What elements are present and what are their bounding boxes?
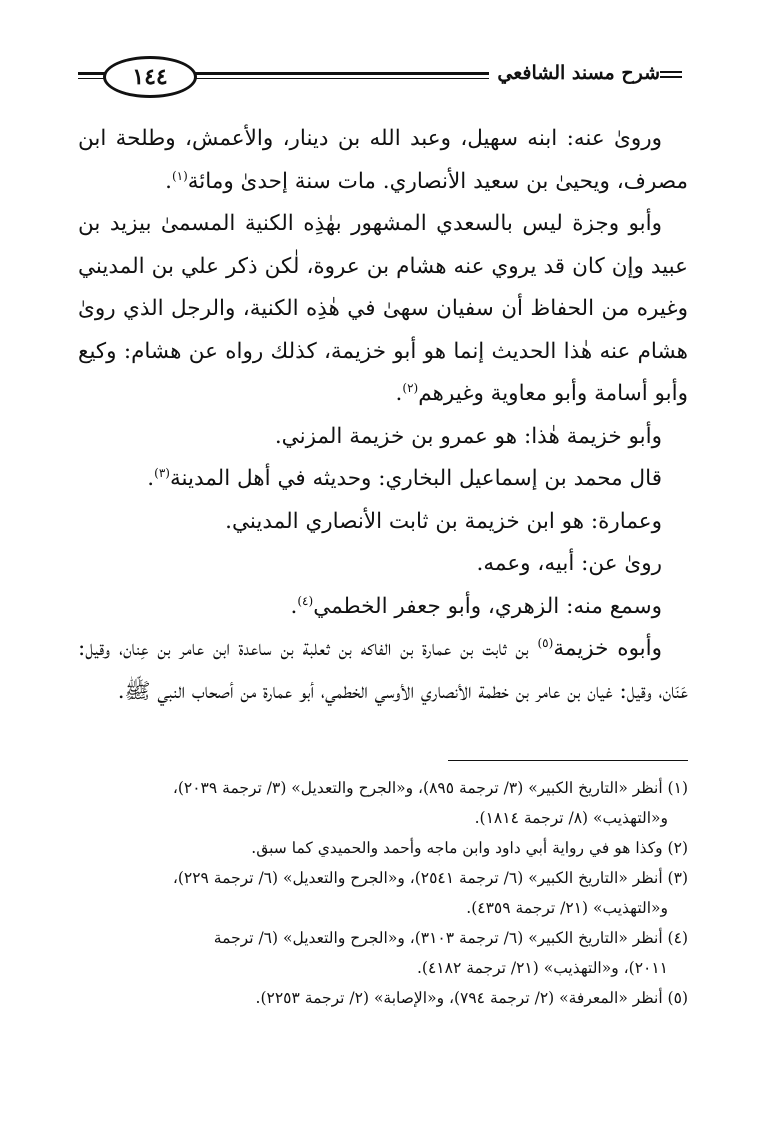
- footnote-ref: (١): [171, 168, 188, 183]
- footnote-line: (٣) أنظر «التاريخ الكبير» (٦/ ترجمة ٢٥٤١)، و«الجرح والتعديل» (٦/ ترجمة ٢٢٩)،: [172, 869, 688, 887]
- page-number-badge: [103, 56, 197, 98]
- footnote-line: (٥) أنظر «المعرفة» (٢/ ترجمة ٧٩٤)، و«الإصابة» (٢/ ترجمة ٢٢٥٣).: [255, 989, 688, 1007]
- footnote-ref: (٣): [154, 465, 170, 480]
- period: .: [395, 381, 403, 406]
- double-dash-icon: [660, 68, 682, 81]
- footnote-line: (٤) أنظر «التاريخ الكبير» (٦/ ترجمة ٣١٠٣)، و«الجرح والتعديل» (٦/ ترجمة: [213, 929, 688, 947]
- footnote-line: (٢) وكذا هو في رواية أبي داود وابن ماجه وأحمد والحميدي كما سبق.: [251, 839, 688, 857]
- footnote-ref: (٤): [297, 593, 314, 608]
- paragraph: روىٰ عن: أبيه، وعمه.: [476, 551, 662, 576]
- paragraph-text: وروىٰ عنه: ابنه سهيل، وعبد الله بن دينار، والأعمش، وطلحة ابن مصرف، ويحيىٰ بن سعيد الأنصاري. مات سنة إحدىٰ ومائة: [78, 126, 688, 194]
- paragraph: [78, 203, 688, 416]
- period: .: [165, 168, 172, 194]
- paragraph: وعمارة: هو ابن خزيمة بن ثابت الأنصاري المديني.: [225, 508, 662, 534]
- footnote-line: (١) أنظر «التاريخ الكبير» (٣/ ترجمة ٨٩٥)، و«الجرح والتعديل» (٣/ ترجمة ٢٠٣٩)،: [172, 779, 688, 797]
- period: .: [290, 593, 298, 619]
- paragraph: وأبو خزيمة هٰذا: هو عمرو بن خزيمة المزني.: [274, 423, 662, 449]
- page-number: ١٤٤: [132, 64, 168, 90]
- footnote-line: ٢٠١١)، و«التهذيب» (٢١/ ترجمة ٤١٨٢).: [417, 959, 668, 977]
- footnote-ref: (٥): [537, 635, 554, 650]
- paragraph-text: قال محمد بن إسماعيل البخاري: وحديثه في أهل المدينة: [169, 466, 662, 491]
- footnote-line: و«التهذيب» (٨/ ترجمة ١٨١٤).: [474, 809, 668, 827]
- paragraph: [78, 118, 688, 203]
- footnote-ref: (٢): [402, 380, 419, 395]
- footnote-line: و«التهذيب» (٢١/ ترجمة ٤٣٥٩).: [466, 899, 668, 917]
- page-header: [78, 52, 688, 102]
- paragraph-text: وأبو وجزة ليس بالسعدي المشهور بهٰذِه الكنية المسمىٰ بيزيد بن عبيد وإن كان قد يروي عنه هشام بن عروة، لٰكن ذكر علي بن المديني وغيره من الحفاظ أن سفيان سهىٰ في هٰذِه الكنية، والرجل الذي روىٰ هشام عنه هٰذا الحديث إنما هو أبو خزيمة، كذلك رواه عن هشام: وكيع وأبو أسامة وأبو معاوية وغيرهم: [78, 211, 688, 406]
- paragraph-text: وأبوه خزيمة: [553, 636, 663, 661]
- main-text: [78, 118, 688, 713]
- paragraph: [78, 458, 688, 501]
- running-title: [489, 62, 688, 84]
- paragraph-text: بن ثابت بن عمارة بن الفاكه بن ثعلبة بن ساعدة ابن عامر بن عِنان، وقيل: عَنَان، وقيل: غيان بن عامر بن خطمة الأنصاري الأوسي الخطمي، أبو عمارة من أصحاب النبي ﷺ.: [78, 636, 688, 704]
- period: .: [147, 466, 155, 491]
- footnote-separator: [448, 760, 688, 761]
- paragraph-text: وسمع منه: الزهري، وأبو جعفر الخطمي: [313, 593, 662, 619]
- paragraph: [78, 628, 688, 713]
- footnotes: [78, 773, 688, 1013]
- paragraph: [78, 586, 688, 629]
- running-title-text: شرح مسند الشافعي: [497, 62, 660, 84]
